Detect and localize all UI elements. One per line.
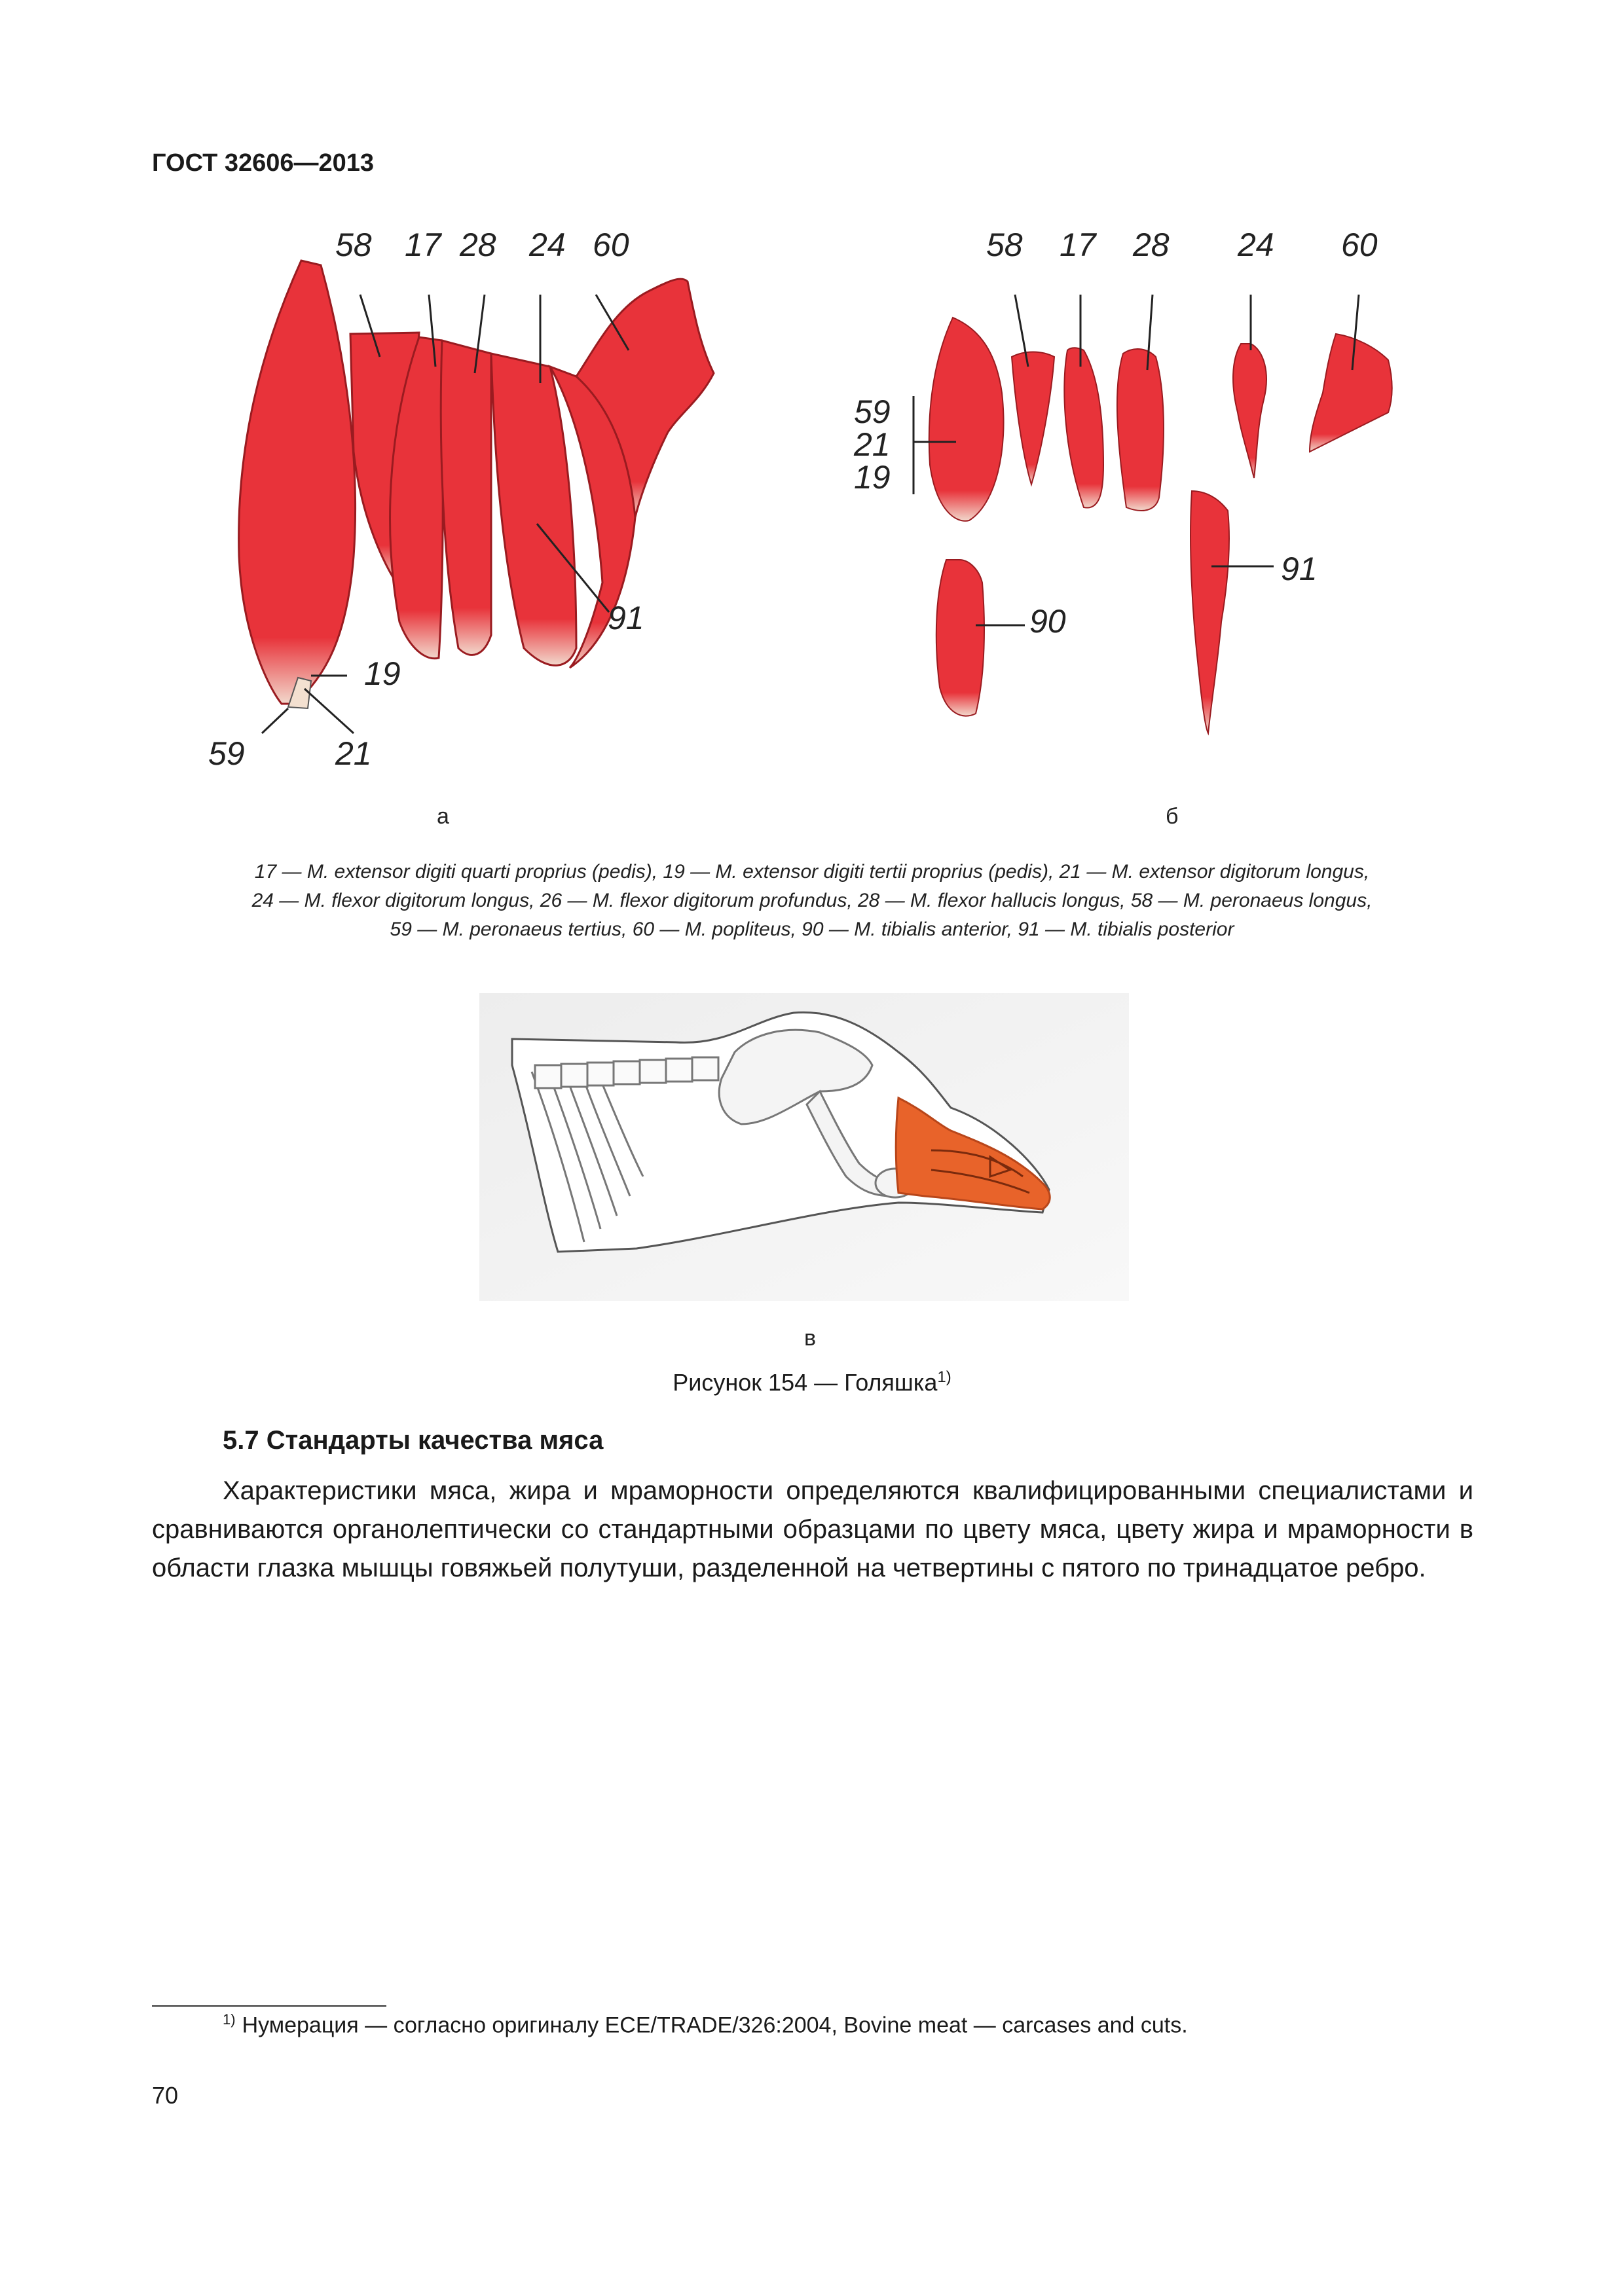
legend-line-1: 17 — M. extensor digiti quarti proprius (pedis), 19 — M. extensor digiti tertii proprius (pedis), 21 — M. extensor digitorum longus,: [254, 861, 1370, 883]
legend-line-3: 59 — M. peronaeus tertius, 60 — M. popliteus, 90 — M. tibialis anterior, 91 — M. tibialis posterior: [390, 919, 1234, 940]
muscle-b-28: [1117, 349, 1164, 511]
panel-letter-c: в: [804, 1326, 817, 1351]
label-a-21: 21: [335, 735, 372, 772]
footnote-text: Нумерация — согласно оригиналу ECE/TRADE/326:2004, Bovine meat — carcases and cuts.: [242, 2013, 1188, 2038]
muscle-b-90: [936, 560, 984, 716]
figure-caption-text: Рисунок 154 — Голяшка: [673, 1369, 938, 1396]
document-header: ГОСТ 32606—2013: [152, 149, 375, 177]
label-a-24: 24: [529, 227, 566, 263]
footnote-marker: 1): [223, 2011, 236, 2028]
label-b-21: 21: [854, 426, 891, 463]
label-a-17: 17: [405, 227, 441, 263]
muscle-group-a: [239, 261, 714, 704]
muscle-b-24: [1233, 344, 1266, 478]
muscle-b-58: [1012, 352, 1054, 485]
label-b-28: 28: [1133, 227, 1170, 263]
caption-footnote-ref[interactable]: 1): [937, 1368, 951, 1386]
label-a-91: 91: [608, 600, 644, 636]
muscle-28: [441, 340, 491, 655]
figure-legend: [131, 858, 1493, 944]
label-b-60: 60: [1341, 227, 1378, 263]
muscle-b-17: [1064, 348, 1103, 507]
label-b-90: 90: [1029, 603, 1066, 640]
muscle-b-91: [1190, 491, 1229, 733]
muscle-b-60: [1310, 334, 1392, 452]
label-b-17: 17: [1060, 227, 1096, 263]
figure-panel-c-carcass: [479, 993, 1129, 1301]
section-paragraph: Характеристики мяса, жира и мраморности определяются квалифицированными специалистами и сравниваются органолептически со стандартными образцами по цвету мяса, цвету жира и мраморности в области глазка мышцы говяжьей полутуши, разделенной на четвертины с пятого по тринадцатое ребро.: [152, 1476, 1473, 1582]
label-a-19: 19: [364, 655, 401, 692]
legend-line-2: 24 — M. flexor digitorum longus, 26 — M. flexor digitorum profundus, 28 — M. flexor hallucis longus, 58 — M. peronaeus longus,: [251, 890, 1373, 911]
footnote: [223, 2011, 1188, 2038]
section-heading: 5.7 Стандарты качества мяса: [223, 1426, 604, 1455]
label-a-59: 59: [208, 735, 245, 772]
label-b-58: 58: [986, 227, 1023, 263]
figure-panel-b: [864, 216, 1454, 773]
label-a-58: 58: [335, 227, 372, 263]
muscle-59: [239, 261, 356, 704]
figure-caption: [0, 1368, 1624, 1396]
label-b-59: 59: [854, 393, 891, 430]
label-a-28: 28: [460, 227, 496, 263]
label-a-60: 60: [593, 227, 629, 263]
panel-letter-a: а: [437, 804, 449, 829]
footnote-separator: [152, 2005, 386, 2007]
muscle-24: [491, 354, 576, 665]
page-number: 70: [152, 2082, 179, 2109]
label-b-24: 24: [1238, 227, 1274, 263]
panel-letter-b: б: [1166, 804, 1179, 829]
label-b-19: 19: [854, 459, 891, 496]
muscle-b-59-21-19: [929, 318, 1004, 521]
label-b-91: 91: [1281, 551, 1318, 587]
figure-panel-a: [183, 216, 760, 805]
